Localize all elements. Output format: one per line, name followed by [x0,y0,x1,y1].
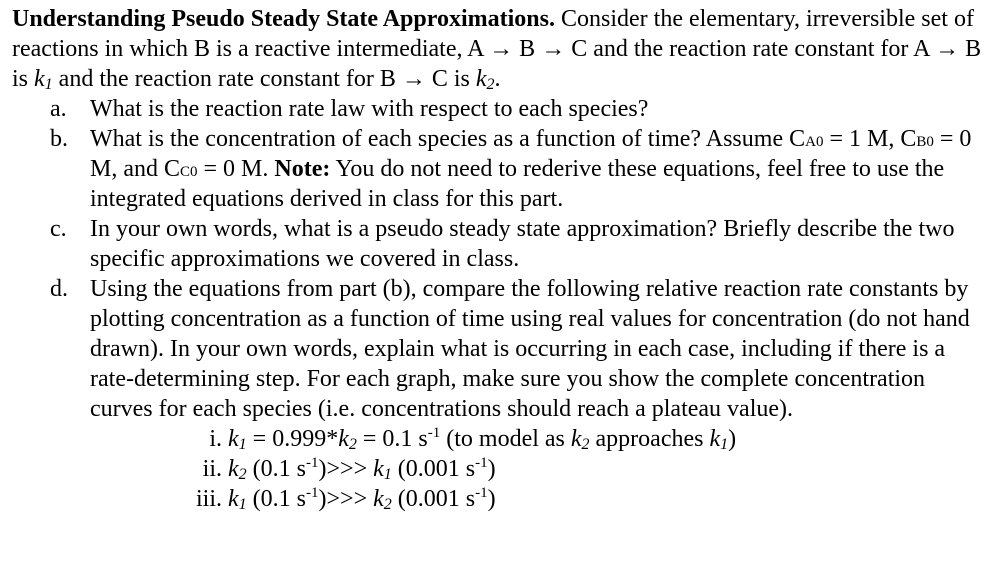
intro-text: Consider the elementary, irreversible set of reactions in which B is a reactive intermediate, [12,6,974,62]
unit-exponent: -1 [306,455,319,471]
question-text: Using the equations from part (b), compare the following relative reaction rate constants by plotting concentration as a function of time using real values for concentration (do not hand drawn). In your own words, explain what is occurring in each case, including if there is a rate-determining step. For each graph, make sure you show the complete concentration curves for each species (i.e. concentrations should reach a plateau value). [90,276,970,422]
question-text: = 0 M, and C [90,126,972,182]
question-marker: b. [50,126,68,152]
case-text: ) [487,456,496,482]
case-text: ) [728,426,737,452]
case-i [90,424,992,454]
problem-heading: Understanding Pseudo Steady State Approximations. [12,6,555,32]
rate-constant-symbol: k [338,426,349,452]
reaction-chain: A → B → C [467,36,588,62]
question-text: In your own words, what is a pseudo steady state approximation? Briefly describe the two specific approximations we covered in class. [90,216,955,272]
intro-text: is [447,66,476,92]
case-text: (0.001 s [391,456,476,482]
case-iii [90,484,992,514]
case-marker: iii. [195,486,222,512]
unit-exponent: -1 [475,455,488,471]
question-c [12,214,992,274]
case-text: approaches [589,426,710,452]
rate-constant-subscript: 2 [238,466,247,483]
concentration-subscript: B0 [916,134,934,150]
rate-constant-subscript: 1 [238,496,247,513]
problem-intro [12,4,992,94]
question-list [12,94,992,514]
intro-text: . [494,66,501,92]
question-marker: d. [50,276,68,302]
rate-constant-subscript: 1 [238,436,247,453]
rate-constant-subscript: 2 [348,436,357,453]
question-text: What is the reaction rate law with respect to each species? [90,96,649,122]
question-d [12,274,992,514]
rate-constant-symbol: k [228,426,239,452]
reaction-a-to-b: A → B [913,36,982,62]
concentration-subscript: C0 [180,164,198,180]
question-text: = 1 M, C [823,126,917,152]
rate-constant-symbol: k [709,426,721,452]
question-text: You do not need to rederive these equations, feel free to use the integrated equations derived in class for this part. [90,156,945,212]
question-b [12,124,992,214]
rate-constant-subscript: 2 [383,496,392,513]
case-text: = 0.999* [246,426,339,452]
case-ii [90,454,992,484]
case-text: = 0.1 s [356,426,428,452]
question-marker: a. [50,96,67,122]
case-text: )>>> [318,486,374,512]
unit-exponent: -1 [306,485,319,501]
rate-constant-subscript: 2 [581,436,590,453]
rate-constant-subscript: 1 [720,436,729,453]
case-text: (to model as [440,426,571,452]
question-text: What is the concentration of each species as a function of time? Assume C [90,126,806,152]
case-text: (0.1 s [246,486,306,512]
intro-text: and the reaction rate constant for [587,36,914,62]
unit-exponent: -1 [427,425,441,441]
note-label: Note: [274,156,331,182]
rate-constant-symbol: k [475,66,487,92]
intro-text: and the reaction rate constant for [52,66,380,92]
case-text: (0.1 s [246,456,306,482]
rate-constant-symbol: k [570,426,582,452]
rate-constant-subscript: 1 [383,466,392,483]
case-text: (0.001 s [391,486,476,512]
case-text: )>>> [318,456,374,482]
intro-text: is [12,66,35,92]
concentration-subscript: A0 [805,134,824,150]
question-a [12,94,992,124]
unit-exponent: -1 [475,485,488,501]
case-marker: i. [209,426,222,452]
case-text: ) [487,486,496,512]
question-marker: c. [50,216,67,242]
question-text: = 0 M. [197,156,275,182]
rate-constant-subscript: 2 [486,76,495,93]
rate-constant-subscript: 1 [44,76,53,93]
rate-constant-symbol: k [228,486,239,512]
rate-constant-symbol: k [228,456,239,482]
rate-constant-symbol: k [373,456,384,482]
case-marker: ii. [202,456,222,482]
case-list [90,424,992,514]
reaction-b-to-c: B → C [379,66,448,92]
rate-constant-symbol: k [373,486,384,512]
rate-constant-symbol: k [34,66,45,92]
